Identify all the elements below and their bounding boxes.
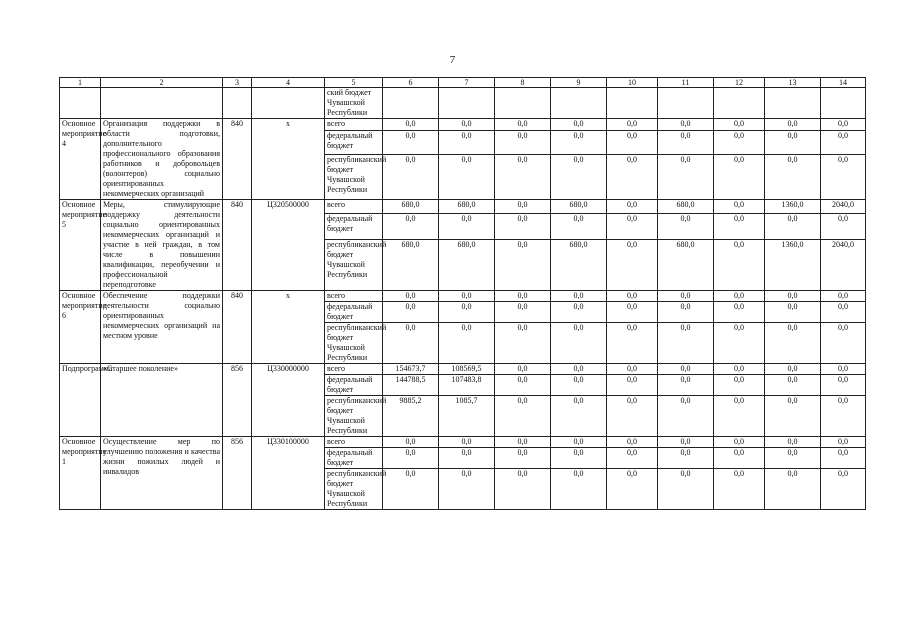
value-cell: 0,0: [658, 302, 714, 323]
value-cell: 0,0: [607, 239, 658, 290]
value-cell: 0,0: [439, 302, 495, 323]
value-cell: 0,0: [714, 448, 765, 469]
value-cell: 0,0: [495, 154, 551, 200]
table-row: [60, 364, 866, 375]
table-row: [60, 200, 866, 214]
value-cell: 2040,0: [821, 200, 866, 214]
value-cell: 0,0: [495, 239, 551, 290]
target-code-cell: х: [252, 291, 325, 364]
value-cell: 0,0: [765, 448, 821, 469]
grbs-code-cell: 840: [223, 119, 252, 200]
value-cell: 108569,5: [439, 364, 495, 375]
value-cell: 0,0: [551, 437, 607, 448]
event-name-cell: Обеспечение поддержки деятельности социально ориентированных некоммерческих организаций на местном уровне: [101, 291, 223, 364]
target-code-cell: Ц320500000: [252, 200, 325, 291]
event-type-cell: Основное мероприятие 1: [60, 437, 101, 510]
value-cell: 0,0: [383, 154, 439, 200]
value-cell: 680,0: [439, 200, 495, 214]
grbs-code-cell: [223, 88, 252, 119]
value-cell: 0,0: [551, 213, 607, 239]
grbs-code-cell: 840: [223, 291, 252, 364]
event-name-cell: Организация поддержки в области подготовки, дополнительного профессионального образования работников и добровольцев (волонтеров) социально ориентированных некоммерческих организаций: [101, 119, 223, 200]
value-cell: 0,0: [439, 131, 495, 154]
value-cell: 0,0: [765, 213, 821, 239]
value-cell: 0,0: [765, 469, 821, 510]
value-cell: [658, 88, 714, 119]
value-cell: 0,0: [714, 131, 765, 154]
header-cell: 3: [223, 78, 252, 88]
value-cell: 0,0: [821, 291, 866, 302]
value-cell: 0,0: [658, 323, 714, 364]
value-cell: 0,0: [495, 119, 551, 131]
value-cell: 0,0: [383, 213, 439, 239]
funding-source-cell: федеральный бюджет: [325, 375, 383, 396]
value-cell: 0,0: [607, 119, 658, 131]
event-name-cell: Меры, стимулирующие поддержку деятельности социально ориентированных некоммерческих организаций и участие в ней граждан, в том числе в повышении квалификации, переобучении и профессиональной переподготовке: [101, 200, 223, 291]
value-cell: 0,0: [765, 302, 821, 323]
value-cell: 0,0: [551, 291, 607, 302]
value-cell: 680,0: [658, 200, 714, 214]
header-cell: 5: [325, 78, 383, 88]
header-cell: 14: [821, 78, 866, 88]
value-cell: 0,0: [821, 469, 866, 510]
event-name-cell: Осуществление мер по улучшению положения и качества жизни пожилых людей и инвалидов: [101, 437, 223, 510]
funding-source-cell: всего: [325, 119, 383, 131]
value-cell: 0,0: [383, 323, 439, 364]
value-cell: 0,0: [383, 131, 439, 154]
value-cell: 0,0: [495, 469, 551, 510]
value-cell: 0,0: [439, 323, 495, 364]
funding-source-cell: республиканский бюджет Чувашской Республики: [325, 154, 383, 200]
value-cell: 0,0: [765, 364, 821, 375]
header-cell: 7: [439, 78, 495, 88]
header-cell: 2: [101, 78, 223, 88]
value-cell: 0,0: [551, 448, 607, 469]
value-cell: 1360,0: [765, 200, 821, 214]
value-cell: 0,0: [495, 200, 551, 214]
value-cell: 0,0: [765, 396, 821, 437]
header-cell: 13: [765, 78, 821, 88]
value-cell: 0,0: [495, 437, 551, 448]
event-type-cell: Основное мероприятие 4: [60, 119, 101, 200]
funding-source-cell: республиканский бюджет Чувашской Республики: [325, 239, 383, 290]
event-name-cell: [101, 88, 223, 119]
table-row: [60, 88, 866, 119]
value-cell: 0,0: [714, 200, 765, 214]
value-cell: 0,0: [658, 437, 714, 448]
value-cell: 154673,7: [383, 364, 439, 375]
value-cell: 0,0: [607, 396, 658, 437]
target-code-cell: х: [252, 119, 325, 200]
value-cell: 0,0: [821, 119, 866, 131]
value-cell: 0,0: [821, 396, 866, 437]
page-number: 7: [449, 54, 456, 66]
value-cell: 680,0: [383, 200, 439, 214]
value-cell: 0,0: [495, 323, 551, 364]
table-body: [60, 78, 866, 510]
grbs-code-cell: 840: [223, 200, 252, 291]
value-cell: 0,0: [765, 154, 821, 200]
value-cell: 0,0: [495, 302, 551, 323]
value-cell: 0,0: [439, 448, 495, 469]
value-cell: [495, 88, 551, 119]
event-type-cell: Основное мероприятие 5: [60, 200, 101, 291]
funding-source-cell: всего: [325, 364, 383, 375]
value-cell: 0,0: [658, 119, 714, 131]
value-cell: 0,0: [714, 119, 765, 131]
value-cell: 0,0: [821, 375, 866, 396]
value-cell: 0,0: [765, 119, 821, 131]
funding-source-cell: всего: [325, 200, 383, 214]
value-cell: 0,0: [821, 437, 866, 448]
grbs-code-cell: 856: [223, 437, 252, 510]
value-cell: 0,0: [551, 302, 607, 323]
funding-source-cell: республиканский бюджет Чувашской Республики: [325, 396, 383, 437]
value-cell: 0,0: [714, 291, 765, 302]
grbs-code-cell: 856: [223, 364, 252, 437]
event-type-cell: Основное мероприятие 6: [60, 291, 101, 364]
value-cell: 0,0: [714, 437, 765, 448]
value-cell: 0,0: [714, 302, 765, 323]
value-cell: 0,0: [607, 131, 658, 154]
value-cell: 0,0: [383, 302, 439, 323]
target-code-cell: Ц330000000: [252, 364, 325, 437]
value-cell: 0,0: [383, 437, 439, 448]
value-cell: 0,0: [658, 375, 714, 396]
value-cell: 0,0: [607, 469, 658, 510]
value-cell: 0,0: [551, 119, 607, 131]
value-cell: 0,0: [439, 469, 495, 510]
value-cell: 144788,5: [383, 375, 439, 396]
value-cell: [551, 88, 607, 119]
value-cell: 0,0: [607, 437, 658, 448]
value-cell: 0,0: [765, 375, 821, 396]
value-cell: 1085,7: [439, 396, 495, 437]
value-cell: [439, 88, 495, 119]
table-row: [60, 291, 866, 302]
value-cell: 0,0: [821, 323, 866, 364]
value-cell: 680,0: [383, 239, 439, 290]
value-cell: 0,0: [495, 213, 551, 239]
header-cell: 9: [551, 78, 607, 88]
value-cell: 0,0: [821, 302, 866, 323]
value-cell: 0,0: [658, 469, 714, 510]
value-cell: 0,0: [714, 239, 765, 290]
value-cell: 0,0: [765, 323, 821, 364]
value-cell: [383, 88, 439, 119]
value-cell: 0,0: [495, 131, 551, 154]
value-cell: 0,0: [495, 364, 551, 375]
header-cell: 12: [714, 78, 765, 88]
value-cell: 0,0: [658, 213, 714, 239]
value-cell: 0,0: [439, 119, 495, 131]
value-cell: 0,0: [607, 200, 658, 214]
target-code-cell: Ц330100000: [252, 437, 325, 510]
value-cell: [821, 88, 866, 119]
header-cell: 4: [252, 78, 325, 88]
value-cell: [607, 88, 658, 119]
header-cell: 8: [495, 78, 551, 88]
value-cell: 0,0: [658, 291, 714, 302]
value-cell: 0,0: [607, 375, 658, 396]
value-cell: 0,0: [714, 154, 765, 200]
funding-source-cell: федеральный бюджет: [325, 302, 383, 323]
value-cell: 0,0: [714, 469, 765, 510]
value-cell: 0,0: [765, 291, 821, 302]
value-cell: 2040,0: [821, 239, 866, 290]
value-cell: 680,0: [658, 239, 714, 290]
value-cell: 0,0: [765, 131, 821, 154]
value-cell: 0,0: [383, 119, 439, 131]
table-row: [60, 119, 866, 131]
value-cell: 0,0: [821, 213, 866, 239]
funding-source-cell: всего: [325, 437, 383, 448]
value-cell: 0,0: [551, 396, 607, 437]
value-cell: 0,0: [821, 364, 866, 375]
funding-source-cell: ский бюджет Чувашской Республики: [325, 88, 383, 119]
value-cell: 0,0: [658, 364, 714, 375]
value-cell: 0,0: [658, 154, 714, 200]
funding-source-cell: республиканский бюджет Чувашской Республики: [325, 323, 383, 364]
value-cell: 680,0: [439, 239, 495, 290]
value-cell: 680,0: [551, 200, 607, 214]
value-cell: 0,0: [714, 323, 765, 364]
value-cell: 0,0: [495, 291, 551, 302]
value-cell: 0,0: [439, 437, 495, 448]
value-cell: 0,0: [658, 131, 714, 154]
value-cell: [765, 88, 821, 119]
header-cell: 1: [60, 78, 101, 88]
value-cell: 107483,8: [439, 375, 495, 396]
header-cell: 10: [607, 78, 658, 88]
value-cell: 0,0: [607, 448, 658, 469]
value-cell: 0,0: [551, 364, 607, 375]
value-cell: 0,0: [551, 154, 607, 200]
value-cell: 0,0: [439, 154, 495, 200]
event-name-cell: «Старшее поколение»: [101, 364, 223, 437]
value-cell: 0,0: [714, 364, 765, 375]
value-cell: 1360,0: [765, 239, 821, 290]
value-cell: 0,0: [383, 291, 439, 302]
value-cell: [714, 88, 765, 119]
value-cell: 0,0: [551, 469, 607, 510]
value-cell: 0,0: [658, 396, 714, 437]
budget-table: [59, 77, 866, 510]
value-cell: 0,0: [607, 302, 658, 323]
value-cell: 0,0: [821, 448, 866, 469]
value-cell: 0,0: [551, 375, 607, 396]
funding-source-cell: федеральный бюджет: [325, 213, 383, 239]
header-row: [60, 78, 866, 88]
value-cell: 0,0: [607, 154, 658, 200]
value-cell: 0,0: [439, 213, 495, 239]
target-code-cell: [252, 88, 325, 119]
value-cell: 0,0: [495, 375, 551, 396]
value-cell: 0,0: [658, 448, 714, 469]
value-cell: 0,0: [821, 131, 866, 154]
header-cell: 11: [658, 78, 714, 88]
event-type-cell: Подпрограмма: [60, 364, 101, 437]
value-cell: 9885,2: [383, 396, 439, 437]
value-cell: 0,0: [495, 396, 551, 437]
value-cell: 0,0: [551, 131, 607, 154]
value-cell: 0,0: [495, 448, 551, 469]
value-cell: 0,0: [551, 323, 607, 364]
header-cell: 6: [383, 78, 439, 88]
value-cell: 0,0: [439, 291, 495, 302]
value-cell: 0,0: [714, 213, 765, 239]
value-cell: 0,0: [607, 291, 658, 302]
value-cell: 0,0: [383, 448, 439, 469]
value-cell: 680,0: [551, 239, 607, 290]
value-cell: 0,0: [765, 437, 821, 448]
value-cell: 0,0: [607, 364, 658, 375]
funding-source-cell: всего: [325, 291, 383, 302]
table-row: [60, 437, 866, 448]
value-cell: 0,0: [607, 213, 658, 239]
value-cell: 0,0: [714, 375, 765, 396]
event-type-cell: [60, 88, 101, 119]
value-cell: 0,0: [821, 154, 866, 200]
value-cell: 0,0: [607, 323, 658, 364]
funding-source-cell: республиканский бюджет Чувашской Республики: [325, 469, 383, 510]
value-cell: 0,0: [383, 469, 439, 510]
funding-source-cell: федеральный бюджет: [325, 131, 383, 154]
funding-source-cell: федеральный бюджет: [325, 448, 383, 469]
value-cell: 0,0: [714, 396, 765, 437]
